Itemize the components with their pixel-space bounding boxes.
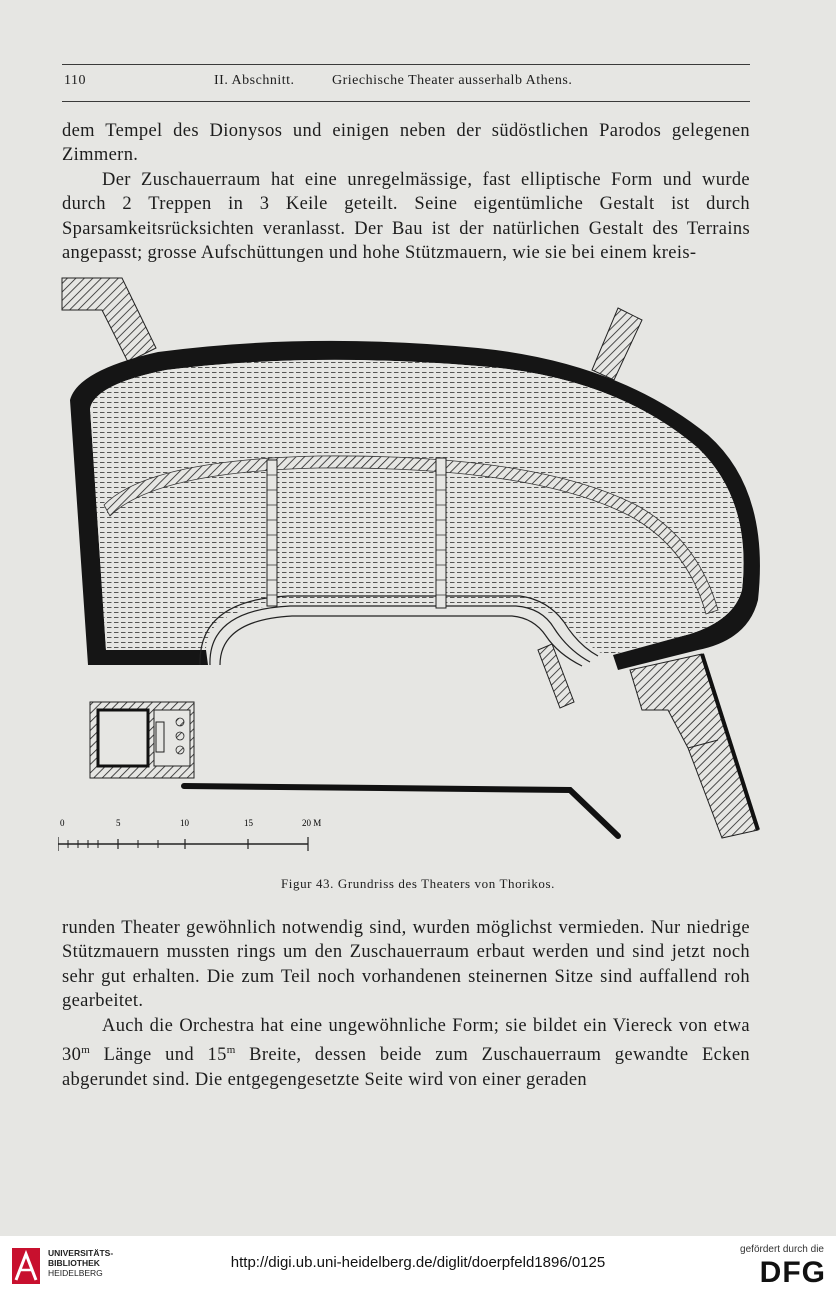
scale-tick-label: 20 M [302, 818, 322, 828]
funded-by-label: gefördert durch die [740, 1244, 824, 1255]
buttress-right [592, 308, 642, 380]
figure-caption: Figur 43. Grundriss des Theaters von Thorikos. [280, 876, 556, 891]
dfg-logo[interactable]: DFG [759, 1256, 826, 1289]
scale-tick-label: 10 [180, 818, 189, 828]
scale-tick-label: 15 [244, 818, 253, 828]
theater-plan-figure [58, 270, 770, 860]
stairway-left [267, 460, 277, 606]
retaining-wall-bottom [184, 786, 618, 836]
paragraph: Der Zuschauerraum hat eine unregelmässige, fast elliptische Form und wurde durch 2 Treppen in 3 Keile geteilt. Seine eigentümliche Gestalt ist durch Sparsamkeitsrücksichten veranlasst. Der Bau ist der natürlichen Gestalt des Terrains angepasst; grosse Aufschüttungen und hohe Stützmauern, wie sie bei einem kreis- [62, 169, 750, 264]
body-text-top [62, 119, 750, 265]
running-title: Griechische Theater ausserhalb Athens. [332, 73, 573, 88]
altar-block [538, 644, 574, 708]
section-label: II. Abschnitt. [214, 73, 295, 88]
stairway-right [436, 458, 446, 608]
scale-bar [58, 818, 321, 851]
paragraph: Auch die Orchestra hat eine ungewöhnliche Form; sie bildet ein Viereck von etwa 30$^m$ Länge und 15$^m$ Breite, dessen beide zum Zuschauerraum gewandte Ecken abgerundet sind. Die entgegengesetzte Seite wird von einer geraden [62, 1015, 750, 1090]
scale-tick-label: 0 [60, 818, 65, 828]
library-name: UNIVERSITÄTS- BIBLIOTHEK HEIDELBERG [48, 1248, 114, 1278]
paragraph: runden Theater gewöhnlich notwendig sind, wurden möglichst vermieden. Nur niedrige Stützmauern mussten rings um den Zuschauerraum erbaut werden und sind jetzt noch sehr gut erhalten. Die zum Teil noch vorhandenen steinernen Sitze sind auffallend roh gearbeitet. [62, 918, 750, 1012]
page-number: 110 [64, 73, 86, 88]
approach-wall-left [62, 278, 156, 362]
running-header [62, 64, 750, 102]
temple-rooms [90, 702, 194, 778]
paragraph: dem Tempel des Dionysos und einigen neben der südöstlichen Parodos gelegenen Zimmern. [62, 121, 750, 166]
scale-tick-label: 5 [116, 818, 121, 828]
permalink-url[interactable]: http://digi.ub.uni-heidelberg.de/diglit/doerpfeld1896/0125 [230, 1254, 606, 1271]
viewer-footer [0, 1236, 836, 1296]
body-text-bottom [62, 916, 750, 1092]
